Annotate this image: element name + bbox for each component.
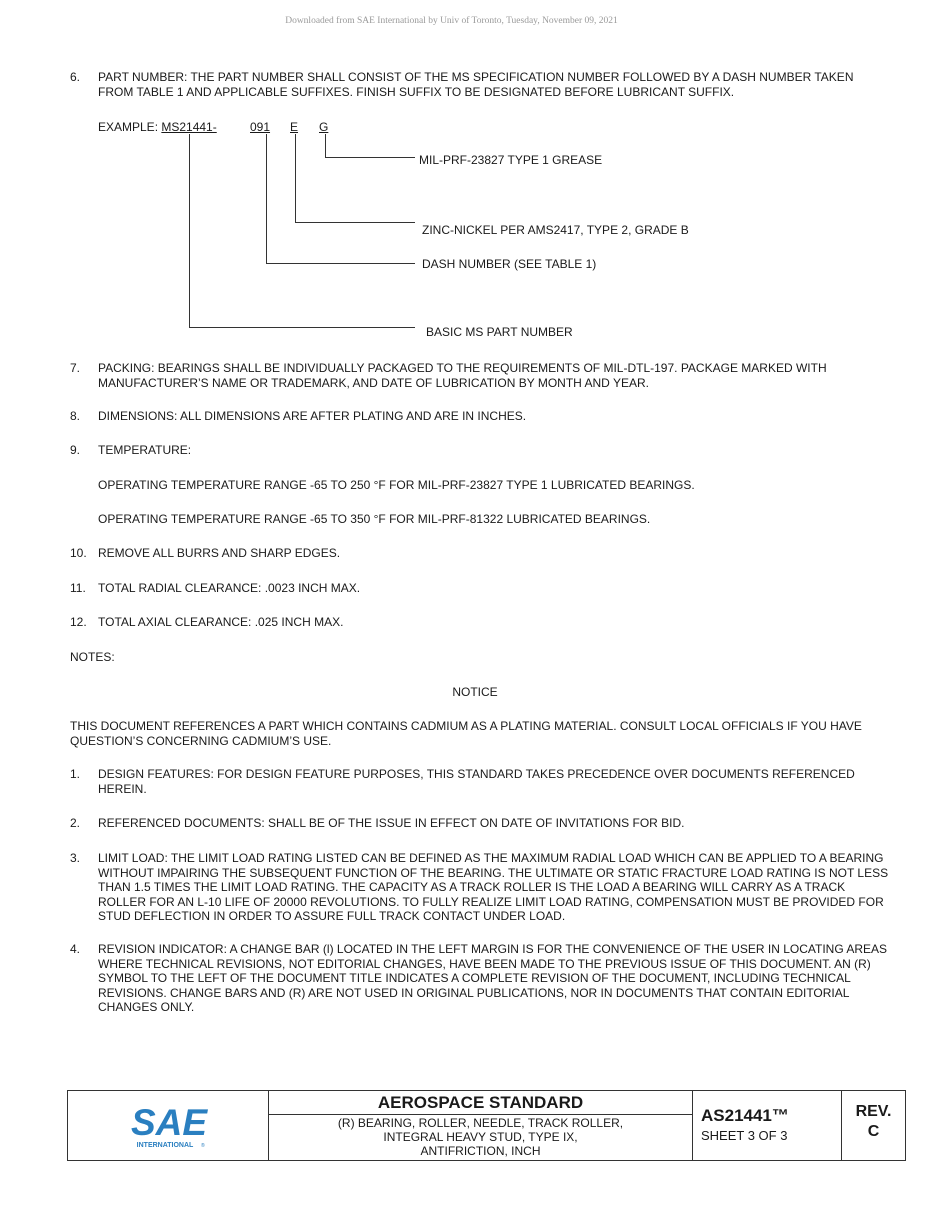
leader-lube-h: [325, 157, 415, 158]
revision-value: C: [867, 1123, 880, 1140]
item-9: [70, 443, 890, 458]
example-base: MS21441-: [161, 120, 217, 134]
temperature-line-2: [70, 512, 890, 527]
sae-logo: [68, 1091, 268, 1157]
callout-finish: ZINC-NICKEL PER AMS2417, TYPE 2, GRADE B: [422, 223, 689, 237]
item-11: [70, 581, 890, 596]
title-cell: [269, 1091, 693, 1161]
note-number: 2.: [70, 816, 81, 830]
download-notice: Downloaded from SAE International by Univ of Toronto, Tuesday, November 09, 2021: [285, 16, 618, 26]
example-finish: E: [290, 120, 299, 134]
document-heading: AEROSPACE STANDARD: [269, 1091, 692, 1115]
leader-finish-h: [295, 222, 415, 223]
note-text: REVISION INDICATOR: A CHANGE BAR (l) LOCATED IN THE LEFT MARGIN IS FOR THE CONVENIENCE OF THE USER IN LOCATING AREAS WHERE TECHNICAL REVISIONS, NOT EDITORIAL CHANGES, HAVE BEEN MADE TO THE PREVIOUS ISSUE OF THIS DOCUMENT. AN (R) SYMBOL TO THE LEFT OF THE DOCUMENT TITLE INDICATES A COMPLETE REVISION OF THE DOCUMENT, INCLUDING TECHNICAL REVISIONS. CHANGE BARS AND (R) ARE NOT USED IN ORIGINAL PUBLICATIONS, NOR IN DOCUMENTS THAT CONTAIN EDITORIAL CHANGES ONLY.: [98, 942, 888, 1014]
leader-base-h: [189, 327, 415, 328]
item-number: 6.: [70, 70, 81, 84]
item-number: 8.: [70, 409, 81, 423]
callout-dash: DASH NUMBER (SEE TABLE 1): [422, 257, 597, 271]
example-dash: 091: [250, 120, 271, 134]
item-text: TOTAL AXIAL CLEARANCE: .025 INCH MAX.: [98, 615, 344, 629]
registered-mark-icon: ®: [201, 1143, 205, 1149]
note-text: LIMIT LOAD: THE LIMIT LOAD RATING LISTED CAN BE DEFINED AS THE MAXIMUM RADIAL LOAD WHICH CAN BE APPLIED TO A BEARING WITHOUT IMPAIRING THE SUBSEQUENT FUNCTION OF THE BEARING. THE ULTIMATE OR STATIC FRACTURE LOAD RATING IS NOT LESS THAN 1.5 TIMES THE LIMIT LOAD RATING. THE CAPACITY AS A TRACK ROLLER IS THE LOAD A BEARING WILL CARRY AS A TRACK ROLLER FOR AN L-10 LIFE OF 20000 REVOLUTIONS. TO FULLY REALIZE LIMIT LOAD RATING, COMPENSATION MUST BE PROVIDED FOR STUD DEFLECTION IN ORDER TO ASSURE FULL TRACK CONTACT UNDER LOAD.: [98, 851, 889, 923]
leader-dash-v: [266, 134, 267, 264]
leader-base-v: [189, 134, 190, 328]
revision-label: REV.: [855, 1103, 892, 1120]
logo-cell: [68, 1091, 269, 1161]
description-line: ANTIFRICTION, INCH: [420, 1144, 541, 1158]
note-number: 1.: [70, 767, 81, 781]
note-3: [70, 851, 890, 924]
note-text: REFERENCED DOCUMENTS: SHALL BE OF THE ISSUE IN EFFECT ON DATE OF INVITATIONS FOR BID.: [98, 816, 685, 830]
sae-logo-text: SAE: [130, 1102, 208, 1143]
leader-dash-h: [266, 263, 415, 264]
item-7: [70, 361, 890, 390]
sheet-number: SHEET 3 OF 3: [701, 1128, 788, 1143]
item-number: 7.: [70, 361, 81, 375]
callout-lube: MIL-PRF-23827 TYPE 1 GREASE: [419, 153, 603, 167]
item-number: 12.: [70, 615, 87, 629]
note-number: 3.: [70, 851, 81, 865]
callout-base: BASIC MS PART NUMBER: [426, 325, 573, 339]
note-2: [70, 816, 890, 831]
note-1: [70, 767, 890, 796]
temperature-line-1: [70, 478, 890, 493]
temperature-text: OPERATING TEMPERATURE RANGE -65 TO 350 °F FOR MIL-PRF-81322 LUBRICATED BEARINGS.: [98, 512, 651, 526]
leader-lube-v: [325, 134, 326, 158]
notice-heading: NOTICE: [452, 685, 498, 699]
title-block: [67, 1090, 906, 1161]
revision-cell: [842, 1091, 906, 1161]
item-number: 11.: [70, 581, 86, 595]
note-4: [70, 942, 890, 1015]
item-10: [70, 546, 890, 561]
example-part-number: [98, 120, 217, 134]
note-text: DESIGN FEATURES: FOR DESIGN FEATURE PURPOSES, THIS STANDARD TAKES PRECEDENCE OVER DOCUMENTS REFERENCED HEREIN.: [98, 767, 855, 796]
note-number: 4.: [70, 942, 81, 956]
item-text: TOTAL RADIAL CLEARANCE: .0023 INCH MAX.: [98, 581, 361, 595]
item-number: 10.: [70, 546, 87, 560]
leader-finish-v: [295, 134, 296, 223]
example-lube: G: [319, 120, 329, 134]
item-text: TEMPERATURE:: [98, 443, 192, 457]
item-text: DIMENSIONS: ALL DIMENSIONS ARE AFTER PLATING AND ARE IN INCHES.: [98, 409, 527, 423]
item-6: [70, 70, 890, 99]
item-text: PACKING: BEARINGS SHALL BE INDIVIDUALLY PACKAGED TO THE REQUIREMENTS OF MIL-DTL-197. PACKAGE MARKED WITH MANUFACTURER’S NAME OR TRADEMARK, AND DATE OF LUBRICATION BY MONTH AND YEAR.: [98, 361, 827, 390]
number-cell: [693, 1091, 842, 1161]
item-8: [70, 409, 890, 424]
notice-text: THIS DOCUMENT REFERENCES A PART WHICH CONTAINS CADMIUM AS A PLATING MATERIAL. CONSULT LOCAL OFFICIALS IF YOU HAVE QUESTION’S CONCERNING CADMIUM’S USE.: [70, 719, 862, 748]
standard-number: AS21441™: [701, 1106, 789, 1125]
notes-heading: NOTES:: [70, 650, 115, 664]
item-12: [70, 615, 890, 630]
description-line: INTEGRAL HEAVY STUD, TYPE IX,: [383, 1130, 578, 1144]
document-description: [269, 1115, 692, 1158]
example-label: EXAMPLE:: [98, 120, 162, 134]
item-text: PART NUMBER: THE PART NUMBER SHALL CONSIST OF THE MS SPECIFICATION NUMBER FOLLOWED BY A DASH NUMBER TAKEN FROM TABLE 1 AND APPLICABLE SUFFIXES. FINISH SUFFIX TO BE DESIGNATED BEFORE LUBRICANT SUFFIX.: [98, 70, 854, 99]
temperature-text: OPERATING TEMPERATURE RANGE -65 TO 250 °F FOR MIL-PRF-23827 TYPE 1 LUBRICATED BEARINGS.: [98, 478, 695, 492]
item-number: 9.: [70, 443, 81, 457]
item-text: REMOVE ALL BURRS AND SHARP EDGES.: [98, 546, 341, 560]
description-line: (R) BEARING, ROLLER, NEEDLE, TRACK ROLLER,: [337, 1116, 624, 1130]
sae-logo-subtext: INTERNATIONAL: [136, 1142, 194, 1149]
